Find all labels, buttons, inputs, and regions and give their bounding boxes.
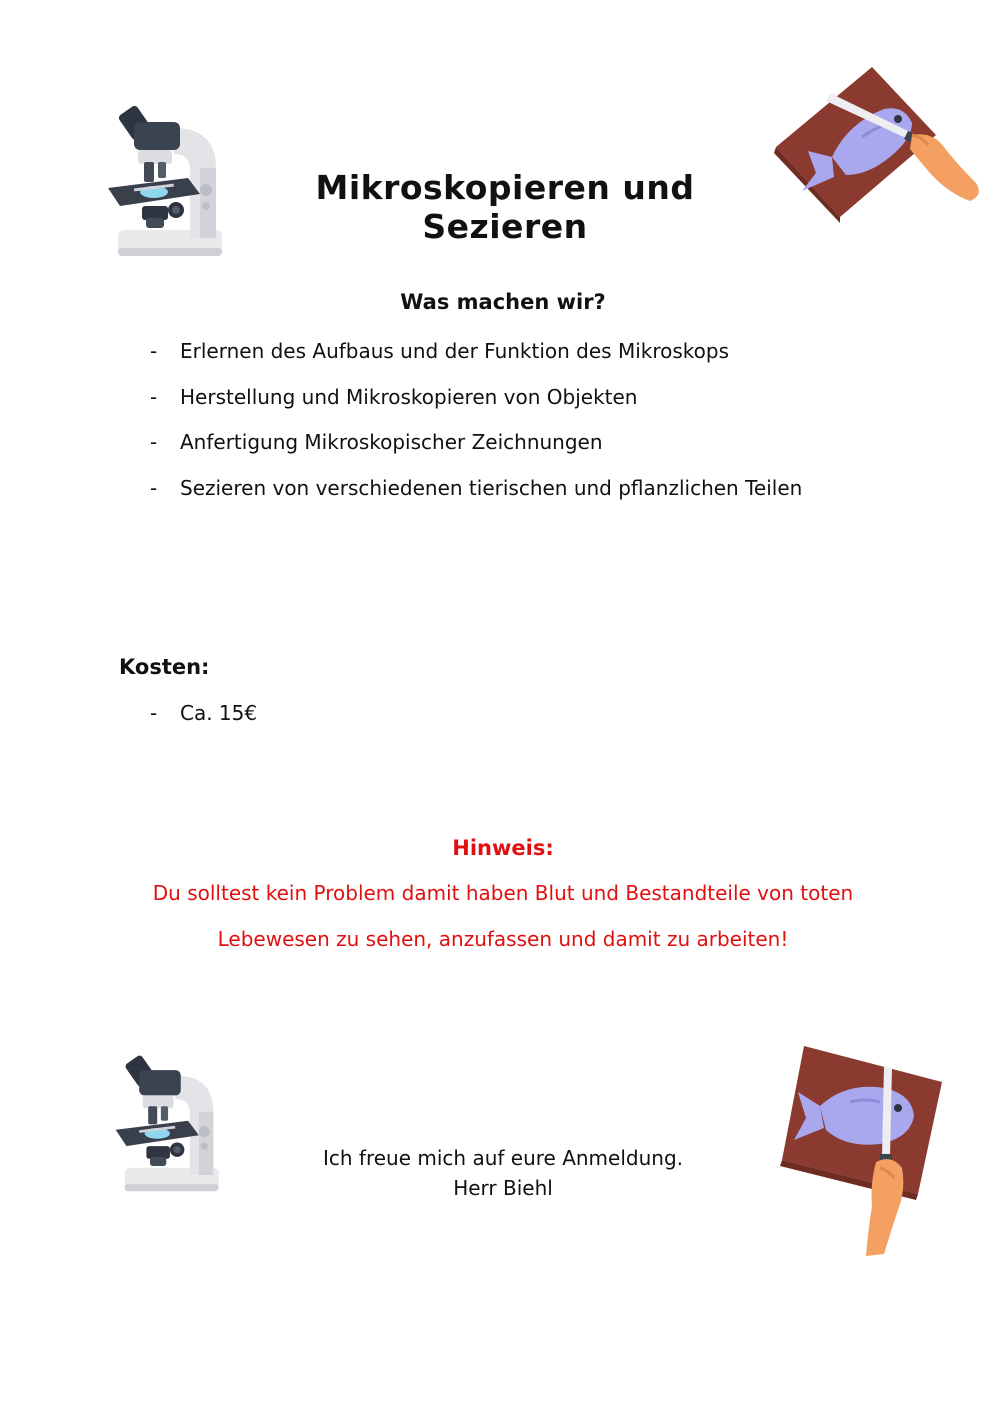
costs-list [150,700,550,746]
page-title: Mikroskopieren und Sezieren [315,168,695,246]
list-item [150,338,910,384]
activities-list [150,338,910,520]
bullet-marker: - [150,701,158,725]
signature-name: Herr Biehl [453,1176,553,1200]
list-item-text: Herstellung und Mikroskopieren von Objekten [180,384,638,409]
fish-cutting-board-icon [772,65,987,225]
bullet-marker: - [150,475,158,500]
costs-value: Ca. 15€ [180,701,258,725]
note-heading: Hinweis: [452,836,554,860]
list-item-text: Erlernen des Aufbaus und der Funktion des Mikroskops [180,339,730,363]
list-item [150,700,550,746]
bullet-marker: - [150,384,158,409]
closing-message: Ich freue mich auf eure Anmeldung. [322,1146,684,1170]
list-item [150,384,910,430]
list-item [150,429,910,475]
list-item-text: Anfertigung Mikroskopischer Zeichnungen [180,430,603,454]
note-text-line-1: Du solltest kein Problem damit haben Blut und Bestandteile von toten [152,881,854,905]
fish-cutting-board-icon [780,1044,945,1259]
list-item [150,475,910,521]
activities-heading: Was machen wir? [400,290,606,314]
costs-heading: Kosten: [119,655,210,679]
note-text-line-2: Lebewesen zu sehen, anzufassen und damit zu arbeiten! [217,927,789,951]
bullet-marker: - [150,430,158,454]
list-item-text: Sezieren von verschiedenen tierischen und pflanzlichen Teilen [180,475,803,500]
bullet-marker: - [150,339,158,363]
microscope-icon [104,98,230,263]
